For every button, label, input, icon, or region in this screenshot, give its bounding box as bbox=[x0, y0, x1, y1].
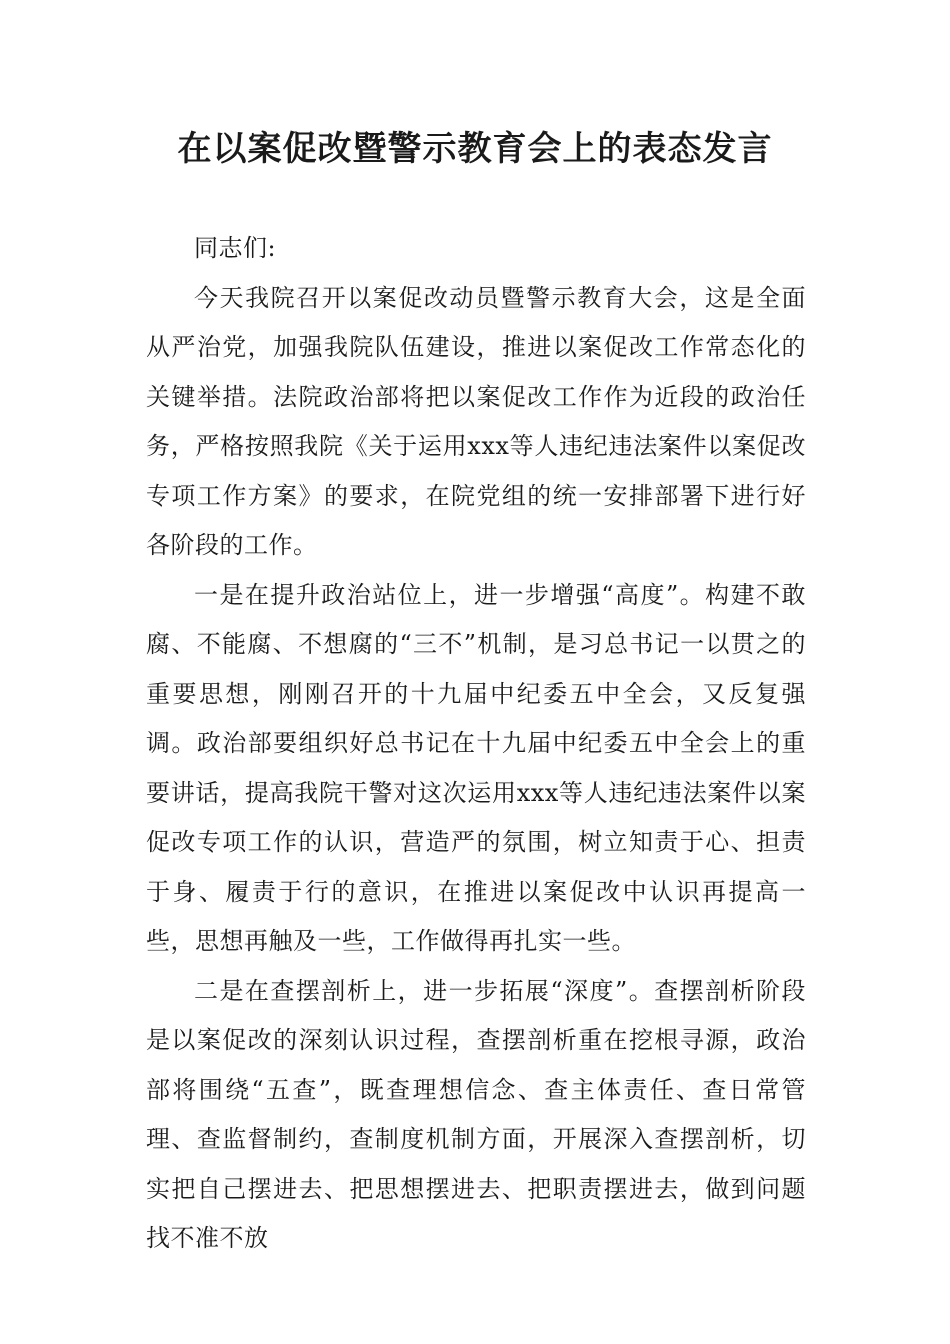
salutation: 同志们: bbox=[194, 234, 277, 262]
document-body bbox=[146, 224, 806, 1264]
paragraph-point-one: 一是在提升政治站位上，进一步增强“高度”。构建不敢腐、不能腐、不想腐的“三不”机制，是习总书记一以贯之的重要思想，刚刚召开的十九届中纪委五中全会，又反复强调。政治部要组织好总书记在十九届中纪委五中全会上的重要讲话，提高我院干警对这次运用xxx等人违纪违法案件以案促改专项工作的认识，营造严的氛围，树立知责于心、担责于身、履责于行的意识，在推进以案促改中认识再提高一些，思想再触及一些，工作做得再扎实一些。 bbox=[146, 580, 806, 955]
paragraph-intro: 今天我院召开以案促改动员暨警示教育大会，这是全面从严治党，加强我院队伍建设，推进以案促改工作常态化的关键举措。法院政治部将把以案促改工作作为近段的政治任务，严格按照我院《关于运用xxx等人违纪违法案件以案促改专项工作方案》的要求，在院党组的统一安排部署下进行好各阶段的工作。 bbox=[146, 283, 806, 559]
paragraph-point-two: 二是在查摆剖析上，进一步拓展“深度”。查摆剖析阶段是以案促改的深刻认识过程，查摆剖析重在挖根寻源，政治部将围绕“五查”，既查理想信念、查主体责任、查日常管理、查监督制约，查制度机制方面，开展深入查摆剖析，切实把自己摆进去、把思想摆进去、把职责摆进去，做到问题找不准不放 bbox=[146, 976, 806, 1252]
document-title: 在以案促改暨警示教育会上的表态发言 bbox=[177, 129, 773, 169]
